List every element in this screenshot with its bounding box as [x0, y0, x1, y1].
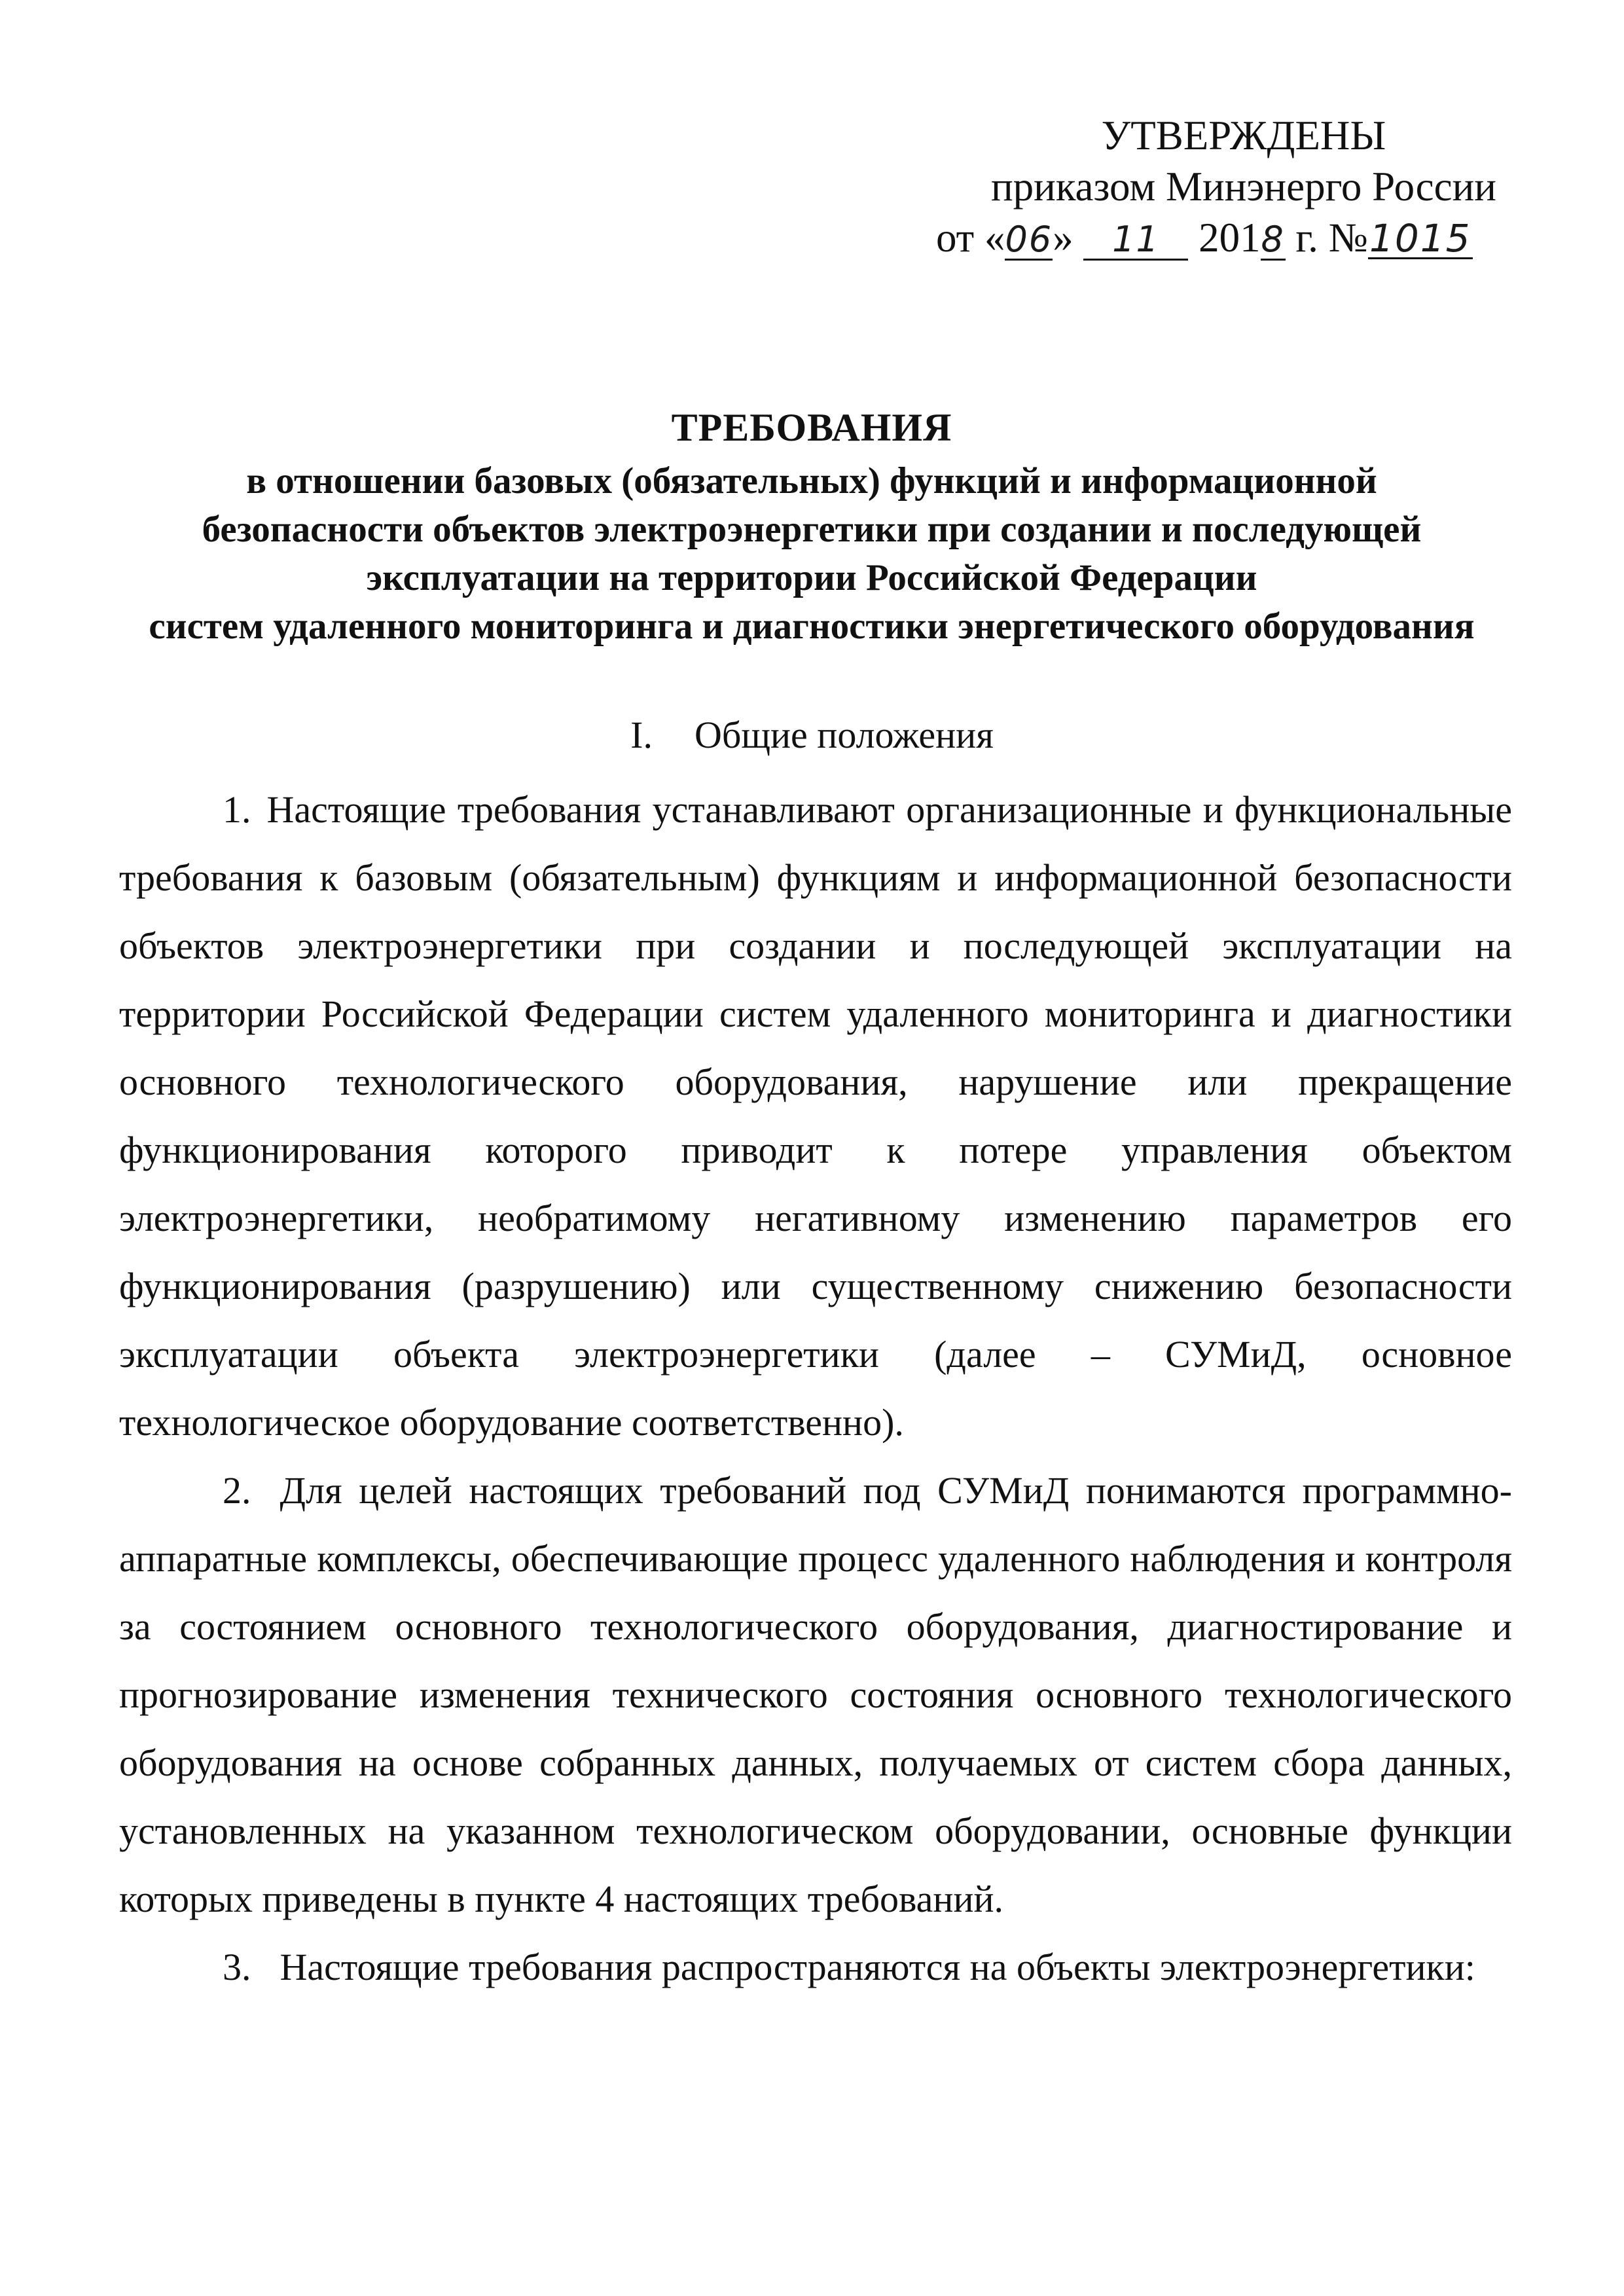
approval-day-handwritten: 06 [1005, 219, 1053, 260]
approval-number-label: г. № [1285, 215, 1368, 261]
paragraph [119, 776, 1512, 1457]
paragraph [119, 1457, 1512, 1933]
document-body [119, 776, 1512, 2001]
title-line-1: в отношении базовых (обязательных) функций и информационной [246, 460, 1377, 501]
title-line-4: систем удаленного мониторинга и диагностики энергетического оборудования [149, 606, 1475, 647]
approval-date-line [916, 212, 1571, 263]
section-title: Общие положения [694, 714, 994, 756]
paragraph-number: 3. [223, 1946, 251, 1988]
paragraph-text: Для целей настоящих требований под СУМиД понимаются программно-аппаратные комплексы, обеспечивающие процесс удаленного наблюдения и контроля за состоянием основного технологического оборудования, диагностирование и прогнозирование изменения технического состояния основного технологического оборудования на основе собранных данных, получаемых от систем сбора данных, установленных на указанном технологическом оборудовании, основные функции которых приведены в пункте 4 настоящих требований. [119, 1469, 1512, 1920]
approval-authority: приказом Минэнерго России [990, 164, 1497, 210]
paragraph-text: Настоящие требования распространяются на объекты электроэнергетики: [280, 1946, 1475, 1988]
approval-heading: УТВЕРЖДЕНЫ [1101, 113, 1386, 158]
paragraph-text: Настоящие требования устанавливают организационные и функциональные требования к базовым (обязательным) функциям и информационной безопасности объектов электроэнергетики при создании и последующей эксплуатации на территории Российской Федерации систем удаленного мониторинга и диагностики основного технологического оборудования, нарушение или прекращение функционирования которого приводит к потере управления объектом электроэнергетики, необратимому негативному изменению параметров его функционирования (разрушению) или существенному снижению безопасности эксплуатации объекта электроэнергетики (далее – СУМиД, основное технологическое оборудование соответственно). [119, 788, 1512, 1444]
approval-month-handwritten: 11 [1083, 221, 1188, 261]
title-line-2: безопасности объектов электроэнергетики при создании и последующей [202, 509, 1422, 550]
paragraph-number: 2. [223, 1469, 251, 1512]
approval-from-prefix: от « [936, 215, 1005, 261]
section-number: I. [630, 714, 653, 756]
paragraph-number: 1. [223, 788, 251, 831]
document-title [98, 398, 1525, 651]
approval-stamp [916, 110, 1571, 263]
approval-order-number-handwritten: 1015 [1368, 219, 1473, 259]
title-line-3: эксплуатации на территории Российской Федерации [366, 557, 1257, 598]
section-heading [0, 709, 1624, 761]
approval-year-prefix: 201 [1199, 215, 1261, 261]
paragraph [119, 1933, 1512, 2001]
document-main-title: ТРЕБОВАНИЯ [671, 406, 952, 449]
approval-quote-close: » [1053, 215, 1074, 261]
approval-year-suffix-handwritten: 8 [1261, 219, 1285, 260]
